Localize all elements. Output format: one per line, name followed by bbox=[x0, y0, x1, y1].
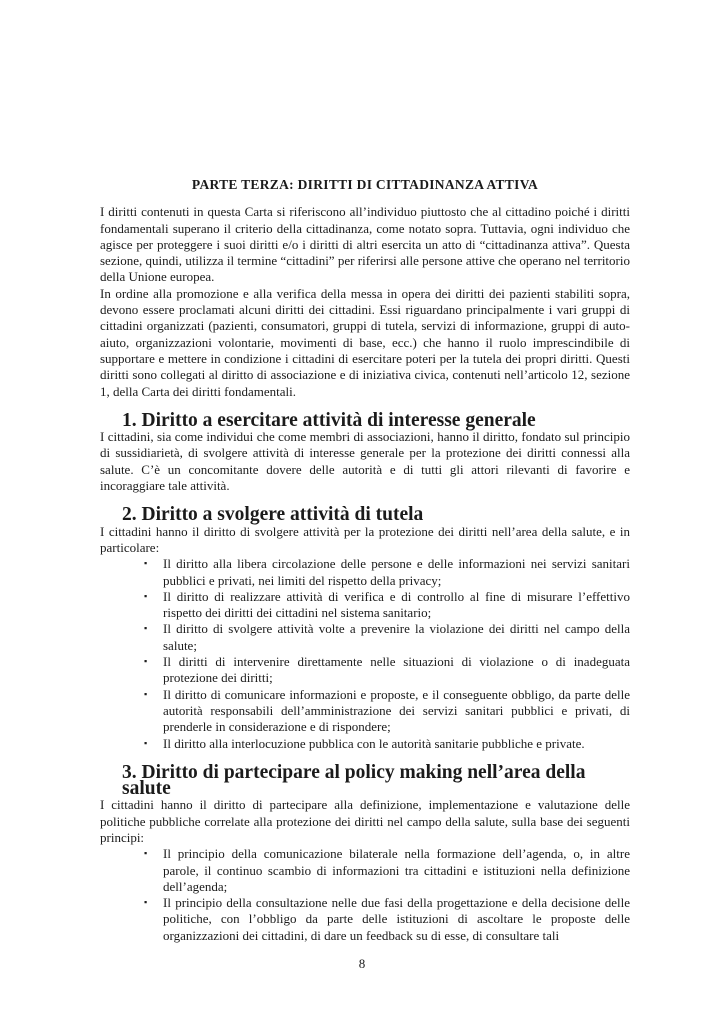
section-1 bbox=[100, 409, 630, 494]
section-1-body: I cittadini, sia come individui che come membri di associazioni, hanno il diritto, fondato sul principio di sussidiarietà, di svolgere attività di interesse generale per la protezione dei diritti connessi alla salute. C’è un concomitante dovere delle autorità e di tutti gli attori rilevanti di favorire e incoraggiare tale attività. bbox=[100, 429, 630, 494]
list-item-text: Il principio della comunicazione bilaterale nella formazione dell’agenda, o, in altre parole, il continuo scambio di informazioni tra cittadini e istituzioni nella definizione dell’agenda; bbox=[163, 846, 630, 894]
list-item bbox=[100, 736, 630, 752]
list-item-text: Il diritto alla interlocuzione pubblica con le autorità sanitarie pubbliche e private. bbox=[163, 735, 585, 751]
list-item bbox=[100, 556, 630, 589]
list-item bbox=[100, 895, 630, 944]
section-2-bullet-list bbox=[100, 556, 630, 752]
list-item bbox=[100, 687, 630, 736]
bullet-icon: ▪ bbox=[144, 688, 148, 699]
list-item-text: Il diritto di realizzare attività di verifica e di controllo al fine di misurare l’effettivo rispetto dei diritti dei cittadini nel sistema sanitario; bbox=[163, 588, 630, 621]
list-item bbox=[100, 621, 630, 654]
page-title: PARTE TERZA: DIRITTI DI CITTADINANZA ATTIVA bbox=[191, 177, 539, 192]
bullet-icon: ▪ bbox=[144, 737, 148, 748]
intro-paragraph-1: I diritti contenuti in questa Carta si riferiscono all’individuo piuttosto che al cittadino poiché i diritti fondamentali superano il criterio della cittadinanza, come notato sopra. Tuttavia, ogni individuo che agisce per proteggere i suoi diritti e/o i diritti di altri esercita un atto di “cittadinanza attiva”. Questa sezione, quindi, utilizza il termine “cittadini” per riferirsi alle persone attive che operano nel territorio della Unione europea. bbox=[100, 204, 630, 285]
list-item-text: Il diritto di comunicare informazioni e proposte, e il conseguente obbligo, da parte delle autorità responsabili dell’amministrazione dei servizi sanitari pubblici e privati, di prenderle in considerazione e di rispondere; bbox=[163, 686, 630, 735]
page-number: 8 bbox=[358, 956, 366, 971]
list-item-text: Il principio della consultazione nelle due fasi della progettazione e della decisione delle politiche, con l’obbligo da parte delle istituzioni di ascoltare le proposte delle organizzazioni dei cittadini, di dare un feedback su di esse, di consultare tali bbox=[163, 895, 630, 943]
list-item-text: Il diritto di svolgere attività volte a prevenire la violazione dei diritti nel campo della salute; bbox=[163, 621, 630, 653]
bullet-icon: ▪ bbox=[144, 848, 148, 859]
bullet-icon: ▪ bbox=[144, 558, 148, 569]
section-2-body: I cittadini hanno il diritto di svolgere attività per la protezione dei diritti nell’area della salute, e in particolare: bbox=[100, 523, 630, 555]
bullet-icon: ▪ bbox=[144, 623, 148, 634]
section-2 bbox=[100, 504, 630, 751]
section-3-body: I cittadini hanno il diritto di partecipare alla definizione, implementazione e valutazione delle politiche pubbliche correlate alla protezione dei diritti nel campo della salute, sulla base dei seguenti principi: bbox=[100, 797, 630, 845]
list-item bbox=[100, 654, 630, 687]
bullet-icon: ▪ bbox=[144, 897, 148, 908]
intro-paragraph-2: In ordine alla promozione e alla verifica della messa in opera dei diritti dei pazienti stabiliti sopra, devono essere proclamati alcuni diritti dei cittadini. Essi riguardano principalmente i vari gruppi di cittadini organizzati (pazienti, consumatori, gruppi di tutela, servizi di informazione, gruppi di auto-aiuto, organizzazioni volontarie, movimenti di base, ecc.) che hanno il ruolo imprescindibile di supportare e mettere in condizione i cittadini di esercitare poteri per la tutela dei propri diritti. Questi diritti sono collegati al diritto di associazione e di iniziativa civica, contenuti nell’articolo 12, sezione 1, della Carta dei diritti fondamentali. bbox=[100, 285, 630, 399]
section-3-bullet-list bbox=[100, 846, 630, 944]
bullet-icon: ▪ bbox=[144, 590, 148, 601]
section-1-heading: 1. Diritto a esercitare attività di interesse generale bbox=[122, 409, 536, 431]
section-3-heading: 3. Diritto di partecipare al policy making nell’area della salute bbox=[122, 761, 586, 800]
section-2-heading: 2. Diritto a svolgere attività di tutela bbox=[122, 504, 424, 526]
list-item bbox=[100, 846, 630, 895]
section-3 bbox=[100, 761, 630, 944]
list-item-text: Il diritto alla libera circolazione delle persone e delle informazioni nei servizi sanitari pubblici e privati, nei limiti del rispetto della privacy; bbox=[163, 556, 630, 588]
list-item bbox=[100, 589, 630, 622]
bullet-icon: ▪ bbox=[144, 656, 148, 667]
list-item-text: Il diritti di intervenire direttamente nelle situazioni di violazione o di inadeguata protezione dei diritti; bbox=[163, 654, 630, 686]
